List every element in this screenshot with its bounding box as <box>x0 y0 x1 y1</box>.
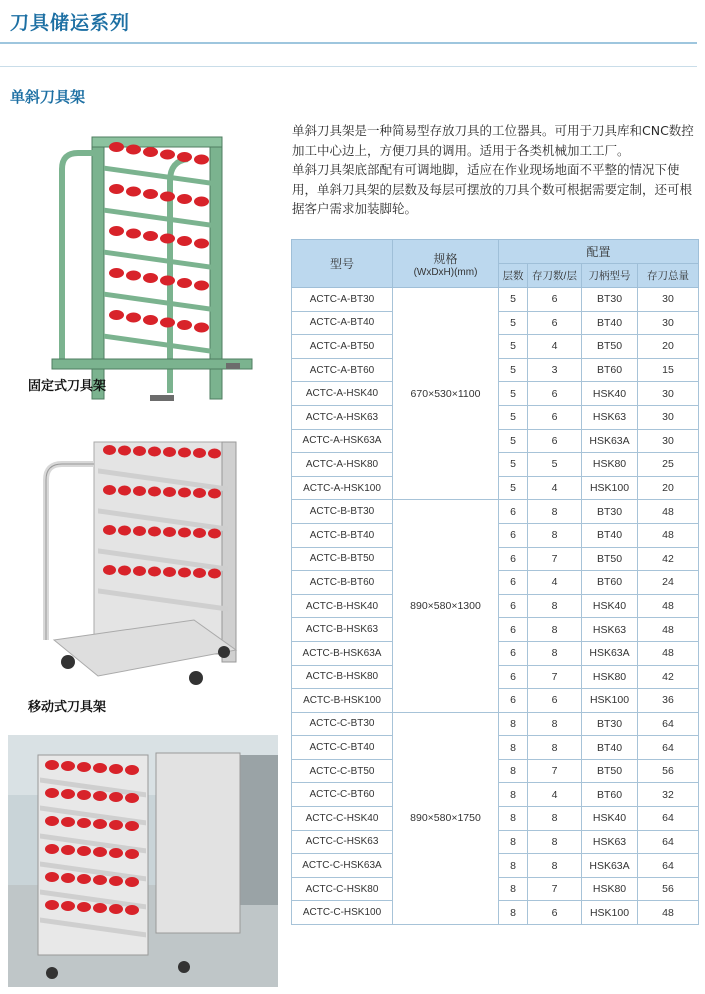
tool-holder <box>126 187 141 197</box>
intro-text <box>292 121 698 219</box>
cell-per-layer: 8 <box>528 523 582 547</box>
cell-per-layer: 8 <box>528 712 582 736</box>
cell-model: ACTC-A-BT60 <box>292 358 393 382</box>
cell-total: 20 <box>638 335 699 359</box>
cell-model: ACTC-B-HSK80 <box>292 665 393 689</box>
header-config: 配置 <box>499 240 699 264</box>
cell-per-layer: 8 <box>528 854 582 878</box>
cell-shank: HSK40 <box>582 807 638 831</box>
cell-model: ACTC-B-BT60 <box>292 571 393 595</box>
tool-holder <box>143 315 158 325</box>
tool-holder <box>118 486 131 496</box>
mobile-rack-caption: 移动式刀具架 <box>28 700 107 715</box>
cell-layers: 6 <box>499 500 528 524</box>
intro-paragraph-1: 单斜刀具架是一种简易型存放刀具的工位器具。可用于刀具库和CNC数控加工中心边上，方便刀具的调用。适用于各类机械加工工厂。 <box>292 123 694 158</box>
cell-per-layer: 7 <box>528 665 582 689</box>
tool-holder <box>208 529 221 539</box>
cell-shank: HSK40 <box>582 382 638 406</box>
fixed-rack-caption: 固定式刀具架 <box>28 379 107 394</box>
cell-model: ACTC-C-BT60 <box>292 783 393 807</box>
section-title: 单斜刀具架 <box>10 88 86 106</box>
tool-holder <box>93 847 107 857</box>
cell-model: ACTC-B-HSK63A <box>292 641 393 665</box>
tool-holder <box>178 488 191 498</box>
header-layers: 层数 <box>499 264 528 288</box>
cell-total: 36 <box>638 689 699 713</box>
tool-holder <box>160 150 175 160</box>
cell-per-layer: 4 <box>528 783 582 807</box>
tool-holder <box>61 901 75 911</box>
cell-layers: 5 <box>499 429 528 453</box>
cell-total: 32 <box>638 783 699 807</box>
cell-per-layer: 8 <box>528 830 582 854</box>
cell-model: ACTC-C-HSK80 <box>292 877 393 901</box>
tool-holder <box>143 147 158 157</box>
tool-holder <box>194 155 209 165</box>
cell-layers: 8 <box>499 736 528 760</box>
tool-holder <box>77 790 91 800</box>
cell-per-layer: 6 <box>528 311 582 335</box>
cell-layers: 5 <box>499 311 528 335</box>
tool-holder <box>177 278 192 288</box>
cell-shank: HSK63 <box>582 830 638 854</box>
cell-layers: 8 <box>499 807 528 831</box>
tool-holder <box>118 566 131 576</box>
tool-holder <box>45 844 59 854</box>
tool-holder <box>163 567 176 577</box>
cell-per-layer: 4 <box>528 571 582 595</box>
cell-layers: 8 <box>499 877 528 901</box>
tool-holder <box>109 848 123 858</box>
cell-per-layer: 8 <box>528 641 582 665</box>
tool-holder <box>125 905 139 915</box>
cell-per-layer: 8 <box>528 594 582 618</box>
cell-total: 64 <box>638 807 699 831</box>
table-row <box>292 712 699 736</box>
header-spec <box>393 240 499 288</box>
cell-layers: 8 <box>499 830 528 854</box>
cell-model: ACTC-A-HSK63A <box>292 429 393 453</box>
tool-holder <box>208 569 221 579</box>
tool-holder <box>177 320 192 330</box>
cell-shank: BT50 <box>582 759 638 783</box>
cell-layers: 5 <box>499 335 528 359</box>
table-row <box>292 500 699 524</box>
cell-total: 42 <box>638 665 699 689</box>
cell-total: 20 <box>638 476 699 500</box>
tool-holder <box>160 318 175 328</box>
cell-per-layer: 6 <box>528 901 582 925</box>
cell-total: 56 <box>638 877 699 901</box>
cell-shank: HSK100 <box>582 901 638 925</box>
cell-layers: 6 <box>499 571 528 595</box>
tool-holder <box>77 846 91 856</box>
mobile-rack-photo <box>24 440 249 695</box>
cell-shank: HSK63 <box>582 618 638 642</box>
cell-model: ACTC-A-HSK40 <box>292 382 393 406</box>
cell-layers: 6 <box>499 594 528 618</box>
cell-total: 48 <box>638 641 699 665</box>
tool-holder <box>45 760 59 770</box>
cell-shank: BT50 <box>582 335 638 359</box>
cell-per-layer: 6 <box>528 429 582 453</box>
tool-holder <box>125 849 139 859</box>
cell-model: ACTC-C-HSK100 <box>292 901 393 925</box>
tool-holder <box>143 231 158 241</box>
cell-shank: HSK100 <box>582 689 638 713</box>
cell-shank: HSK80 <box>582 453 638 477</box>
cell-shank: BT50 <box>582 547 638 571</box>
tool-holder <box>61 845 75 855</box>
tool-holder <box>133 446 146 456</box>
cell-total: 64 <box>638 736 699 760</box>
tool-holder <box>177 194 192 204</box>
cell-layers: 5 <box>499 405 528 429</box>
cell-total: 48 <box>638 500 699 524</box>
tool-holder <box>177 152 192 162</box>
spec-table <box>291 239 699 925</box>
cell-layers: 8 <box>499 712 528 736</box>
tool-holder <box>143 273 158 283</box>
tool-holder <box>125 765 139 775</box>
cell-model: ACTC-A-HSK63 <box>292 405 393 429</box>
cell-per-layer: 8 <box>528 500 582 524</box>
cell-per-layer: 4 <box>528 335 582 359</box>
cell-shank: BT40 <box>582 311 638 335</box>
tool-holder <box>109 820 123 830</box>
tool-holder <box>163 487 176 497</box>
tool-holder <box>178 568 191 578</box>
tool-holder <box>109 310 124 320</box>
cell-layers: 5 <box>499 288 528 312</box>
cell-model: ACTC-C-BT30 <box>292 712 393 736</box>
cell-total: 30 <box>638 288 699 312</box>
rack-shelf <box>104 166 216 187</box>
cell-total: 48 <box>638 901 699 925</box>
cell-total: 48 <box>638 594 699 618</box>
tool-holder <box>193 568 206 578</box>
cell-shank: HSK80 <box>582 877 638 901</box>
cell-per-layer: 8 <box>528 618 582 642</box>
tool-holder <box>194 197 209 207</box>
cell-per-layer: 7 <box>528 877 582 901</box>
tool-holder <box>61 873 75 883</box>
cell-per-layer: 8 <box>528 736 582 760</box>
cell-total: 48 <box>638 618 699 642</box>
cell-total: 25 <box>638 453 699 477</box>
workshop-photo <box>8 735 278 987</box>
cell-shank: BT60 <box>582 358 638 382</box>
tool-holder <box>103 525 116 535</box>
tool-holder <box>109 226 124 236</box>
tool-holder <box>148 527 161 537</box>
tool-holder <box>118 526 131 536</box>
cell-layers: 8 <box>499 783 528 807</box>
tool-holder <box>194 281 209 291</box>
tool-holder <box>148 567 161 577</box>
cell-model: ACTC-B-BT40 <box>292 523 393 547</box>
cell-total: 30 <box>638 405 699 429</box>
tool-holder <box>93 819 107 829</box>
cell-layers: 6 <box>499 523 528 547</box>
cell-layers: 5 <box>499 382 528 406</box>
tool-holder <box>125 877 139 887</box>
tool-holder <box>126 145 141 155</box>
cell-per-layer: 6 <box>528 405 582 429</box>
cell-layers: 5 <box>499 453 528 477</box>
cell-total: 15 <box>638 358 699 382</box>
tool-holder <box>93 903 107 913</box>
intro-paragraph-2: 单斜刀具架底部配有可调地脚，适应在作业现场地面不平整的情况下使用，单斜刀具架的层数及每层可摆放的刀具个数可根据需要定制，还可根据客户需求加装脚轮。 <box>292 162 693 216</box>
cell-total: 24 <box>638 571 699 595</box>
cell-total: 30 <box>638 311 699 335</box>
rack-shelf <box>104 208 216 229</box>
cell-per-layer: 6 <box>528 382 582 406</box>
cell-model: ACTC-C-BT50 <box>292 759 393 783</box>
cell-layers: 6 <box>499 547 528 571</box>
cell-model: ACTC-A-BT50 <box>292 335 393 359</box>
tool-holder <box>133 486 146 496</box>
cell-model: ACTC-C-HSK63 <box>292 830 393 854</box>
tool-holder <box>103 565 116 575</box>
cell-shank: BT30 <box>582 712 638 736</box>
tool-holder <box>109 904 123 914</box>
title-divider-secondary <box>0 66 697 67</box>
cell-layers: 6 <box>499 618 528 642</box>
tool-holder <box>194 239 209 249</box>
tool-holder <box>178 528 191 538</box>
tool-holder <box>177 236 192 246</box>
cell-shank: BT60 <box>582 571 638 595</box>
cell-shank: BT30 <box>582 500 638 524</box>
table-row <box>292 288 699 312</box>
tool-holder <box>45 816 59 826</box>
tool-holder <box>125 821 139 831</box>
tool-holder <box>160 192 175 202</box>
header-model: 型号 <box>292 240 393 288</box>
cell-total: 30 <box>638 382 699 406</box>
header-shank: 刀柄型号 <box>582 264 638 288</box>
cell-layers: 8 <box>499 901 528 925</box>
tool-holder <box>61 817 75 827</box>
tool-holder <box>143 189 158 199</box>
header-spec-unit: (WxDxH)(mm) <box>413 266 478 278</box>
tool-holder <box>77 818 91 828</box>
tool-holder <box>193 528 206 538</box>
cell-total: 30 <box>638 429 699 453</box>
tool-holder <box>103 445 116 455</box>
header-total: 存刀总量 <box>638 264 699 288</box>
cell-spec: 890×580×1750 <box>393 712 499 924</box>
cell-total: 48 <box>638 523 699 547</box>
tool-holder <box>126 229 141 239</box>
tool-holder <box>126 313 141 323</box>
tool-holder <box>193 448 206 458</box>
fixed-rack-photo <box>28 133 263 415</box>
tool-holder <box>61 761 75 771</box>
cell-model: ACTC-B-BT50 <box>292 547 393 571</box>
tool-holder <box>93 875 107 885</box>
tool-holder <box>208 449 221 459</box>
cell-model: ACTC-A-BT30 <box>292 288 393 312</box>
tool-holder <box>61 789 75 799</box>
cell-shank: HSK63 <box>582 405 638 429</box>
tool-holder <box>77 874 91 884</box>
cell-shank: BT40 <box>582 736 638 760</box>
cell-per-layer: 7 <box>528 547 582 571</box>
cell-layers: 6 <box>499 641 528 665</box>
tool-holder <box>93 763 107 773</box>
cell-model: ACTC-B-HSK40 <box>292 594 393 618</box>
cell-per-layer: 6 <box>528 288 582 312</box>
cell-shank: HSK63A <box>582 429 638 453</box>
cell-per-layer: 5 <box>528 453 582 477</box>
tool-holder <box>77 902 91 912</box>
cell-shank: BT40 <box>582 523 638 547</box>
header-per-layer: 存刀数/层 <box>528 264 582 288</box>
cell-model: ACTC-A-BT40 <box>292 311 393 335</box>
title-divider <box>0 42 697 44</box>
rack-shelf <box>104 334 216 355</box>
cell-shank: HSK63A <box>582 854 638 878</box>
cell-total: 64 <box>638 830 699 854</box>
tool-holder <box>133 526 146 536</box>
tool-holder <box>178 448 191 458</box>
tool-holder <box>208 489 221 499</box>
cell-per-layer: 3 <box>528 358 582 382</box>
tool-holder <box>133 566 146 576</box>
cell-layers: 5 <box>499 358 528 382</box>
cell-model: ACTC-A-HSK80 <box>292 453 393 477</box>
rack-shelf <box>104 292 216 313</box>
tool-holder <box>194 323 209 333</box>
tool-holder <box>148 447 161 457</box>
cell-per-layer: 6 <box>528 689 582 713</box>
table-header-row <box>292 240 699 264</box>
tool-holder <box>126 271 141 281</box>
tool-holder <box>109 184 124 194</box>
cell-shank: BT60 <box>582 783 638 807</box>
rack-shelf <box>104 250 216 271</box>
tool-holder <box>45 788 59 798</box>
tool-holder <box>148 487 161 497</box>
tool-holder <box>109 764 123 774</box>
cell-total: 42 <box>638 547 699 571</box>
cell-total: 64 <box>638 712 699 736</box>
cell-layers: 6 <box>499 689 528 713</box>
tool-holder <box>193 488 206 498</box>
cell-model: ACTC-B-BT30 <box>292 500 393 524</box>
tool-holder <box>109 268 124 278</box>
tool-holder <box>109 792 123 802</box>
tool-holder <box>45 872 59 882</box>
tool-holder <box>93 791 107 801</box>
cell-spec: 670×530×1100 <box>393 288 499 500</box>
cell-layers: 6 <box>499 665 528 689</box>
cell-total: 64 <box>638 854 699 878</box>
cell-shank: HSK80 <box>582 665 638 689</box>
cell-layers: 8 <box>499 759 528 783</box>
cell-per-layer: 8 <box>528 807 582 831</box>
cell-model: ACTC-B-HSK100 <box>292 689 393 713</box>
page-title: 刀具储运系列 <box>10 12 131 34</box>
cell-model: ACTC-C-HSK40 <box>292 807 393 831</box>
cell-shank: HSK100 <box>582 476 638 500</box>
cell-model: ACTC-C-HSK63A <box>292 854 393 878</box>
cell-shank: HSK40 <box>582 594 638 618</box>
cell-model: ACTC-B-HSK63 <box>292 618 393 642</box>
tool-holder <box>160 234 175 244</box>
header-spec-label: 规格 <box>433 251 458 266</box>
cell-total: 56 <box>638 759 699 783</box>
cell-spec: 890×580×1300 <box>393 500 499 712</box>
tool-holder <box>109 876 123 886</box>
tool-holder <box>163 447 176 457</box>
tool-holder <box>118 446 131 456</box>
cell-model: ACTC-A-HSK100 <box>292 476 393 500</box>
cell-per-layer: 4 <box>528 476 582 500</box>
tool-holder <box>125 793 139 803</box>
cell-shank: BT30 <box>582 288 638 312</box>
cell-layers: 8 <box>499 854 528 878</box>
tool-holder <box>103 485 116 495</box>
cell-layers: 5 <box>499 476 528 500</box>
tool-holder <box>109 142 124 152</box>
tool-holder <box>163 527 176 537</box>
cell-model: ACTC-C-BT40 <box>292 736 393 760</box>
tool-holder <box>45 900 59 910</box>
cell-shank: HSK63A <box>582 641 638 665</box>
tool-holder <box>77 762 91 772</box>
cell-per-layer: 7 <box>528 759 582 783</box>
tool-holder <box>160 276 175 286</box>
